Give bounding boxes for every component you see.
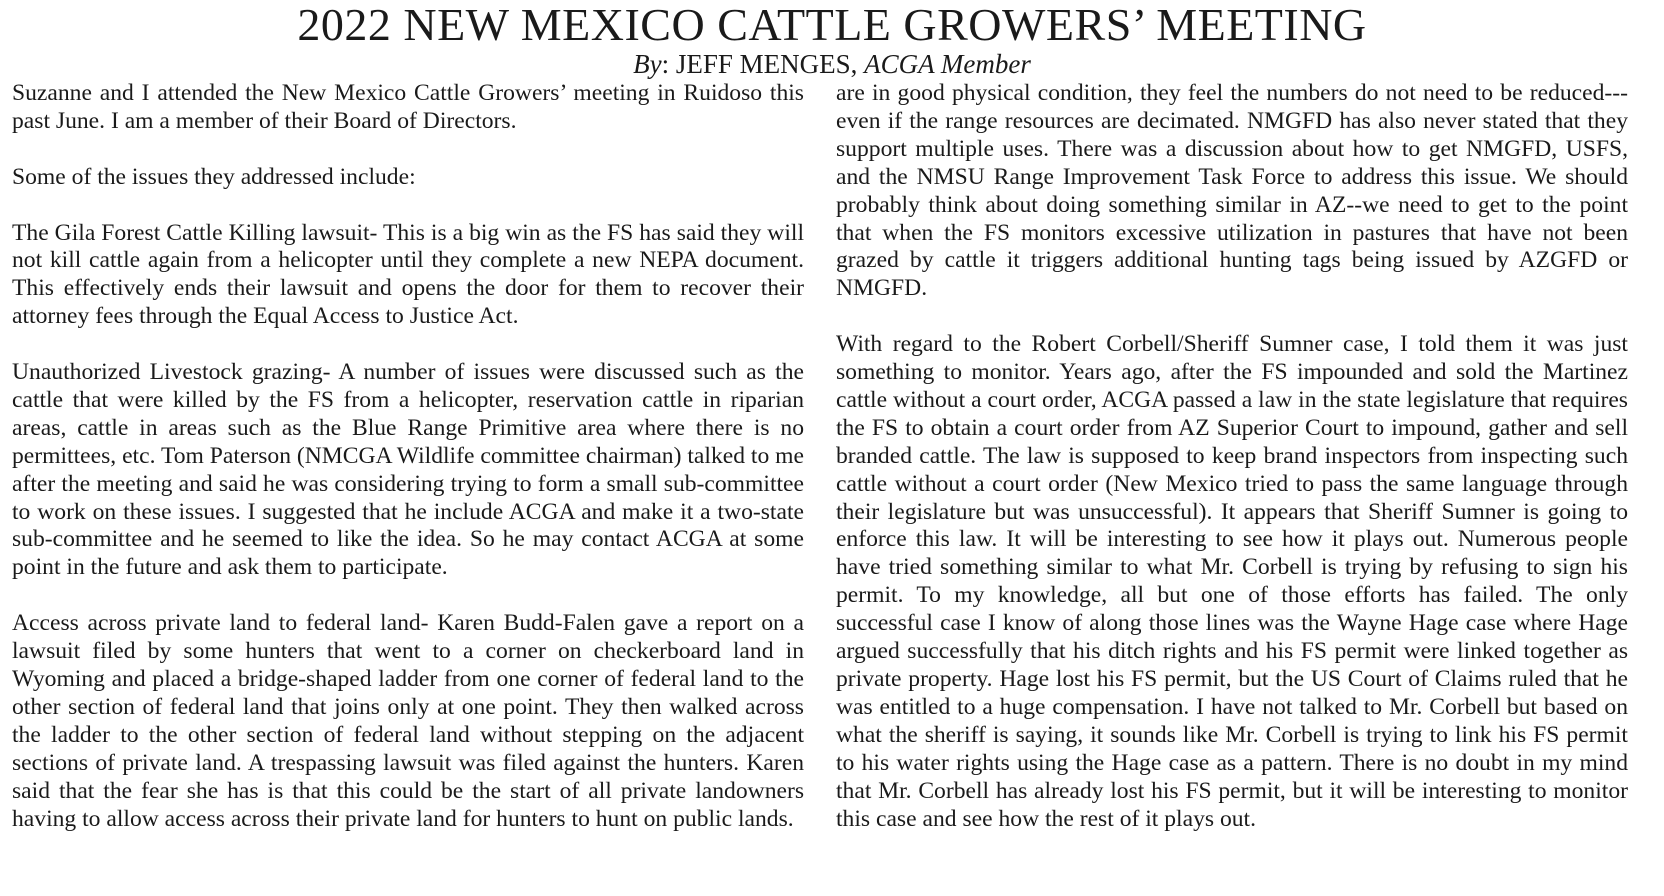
paragraph-intro: Suzanne and I attended the New Mexico Cattle Growers’ meeting in Ruidoso this past June. I am a member of their Board of Directors.	[12, 80, 804, 134]
paragraph-gila-lawsuit: The Gila Forest Cattle Killing lawsuit- This is a big win as the FS has said they will not kill cattle again from a helicopter until they complete a new NEPA document. This effectively ends their lawsuit and opens the door for them to recover their attorney fees through the Equal Access to Justice Act.	[12, 219, 804, 330]
paragraph-issues-intro: Some of the issues they addressed include:	[12, 163, 416, 190]
byline-by-label: By	[633, 49, 662, 79]
byline-affiliation: ACGA Member	[864, 49, 1031, 79]
byline-separator: :	[661, 49, 676, 79]
paragraph-nmgfd: are in good physical condition, they feel the numbers do not need to be reduced---even if the range resources are decimated. NMGFD has also never stated that they support multiple uses. There was a discussion about how to get NMGFD, USFS, and the NMSU Range Improvement Task Force to address this issue. We should probably think about doing something similar in AZ--we need to get to the point that when the FS monitors excessive utilization in pastures that have not been grazed by cattle it triggers additional hunting tags being issued by AZGFD or NMGFD.	[836, 80, 1628, 302]
article-title: 2022 NEW MEXICO CATTLE GROWERS’ MEETING	[297, 0, 1367, 50]
byline-author: JEFF MENGES,	[675, 49, 865, 79]
paragraph-unauthorized-grazing: Unauthorized Livestock grazing- A number of issues were discussed such as the cattle that were killed by the FS from a helicopter, reservation cattle in riparian areas, cattle in areas such as the Blue Range Primitive area where there is no permittees, etc. Tom Paterson (NMCGA Wildlife committee chairman) talked to me after the meeting and said he was considering trying to form a small sub-committee to work on these issues. I suggested that he include ACGA and make it a two-state sub-committee and he seemed to like the idea. So he may contact ACGA at some point in the future and ask them to participate.	[12, 359, 804, 581]
paragraph-private-land-access: Access across private land to federal land- Karen Budd-Falen gave a report on a lawsuit filed by some hunters that went to a corner on checkerboard land in Wyoming and placed a bridge-shaped ladder from one corner of federal land to the other section of federal land that joins only at one point. They then walked across the ladder to the other section of federal land without stepping on the adjacent sections of private land. A trespassing lawsuit was filed against the hunters. Karen said that the fear she has is that this could be the start of all private landowners having to allow access across their private land for hunters to hunt on public lands.	[12, 610, 804, 832]
right-column	[836, 80, 1628, 833]
article-header	[0, 0, 1664, 78]
byline	[0, 50, 1664, 78]
paragraph-corbell-case: With regard to the Robert Corbell/Sheriff Sumner case, I told them it was just something to monitor. Years ago, after the FS impounded and sold the Martinez cattle without a court order, ACGA passed a law in the state legislature that requires the FS to obtain a court order from AZ Superior Court to impound, gather and sell branded cattle. The law is supposed to keep brand inspectors from inspecting such cattle without a court order (New Mexico tried to pass the same language through their legislature but was unsuccessful). It appears that Sheriff Sumner is going to enforce this law. It will be interesting to see how it plays out. Numerous people have tried something similar to what Mr. Corbell is trying by refusing to sign his permit. To my knowledge, all but one of those efforts has failed. The only successful case I know of along those lines was the Wayne Hage case where Hage argued successfully that his ditch rights and his FS permit were linked together as private property. Hage lost his FS permit, but the US Court of Claims ruled that he was entitled to a huge compensation. I have not talked to Mr. Corbell but based on what the sheriff is saying, it sounds like Mr. Corbell is trying to link his FS permit to his water rights using the Hage case as a pattern. There is no doubt in my mind that Mr. Corbell has already lost his FS permit, but it will be interesting to monitor this case and see how the rest of it plays out.	[836, 331, 1628, 832]
left-column	[12, 80, 804, 833]
